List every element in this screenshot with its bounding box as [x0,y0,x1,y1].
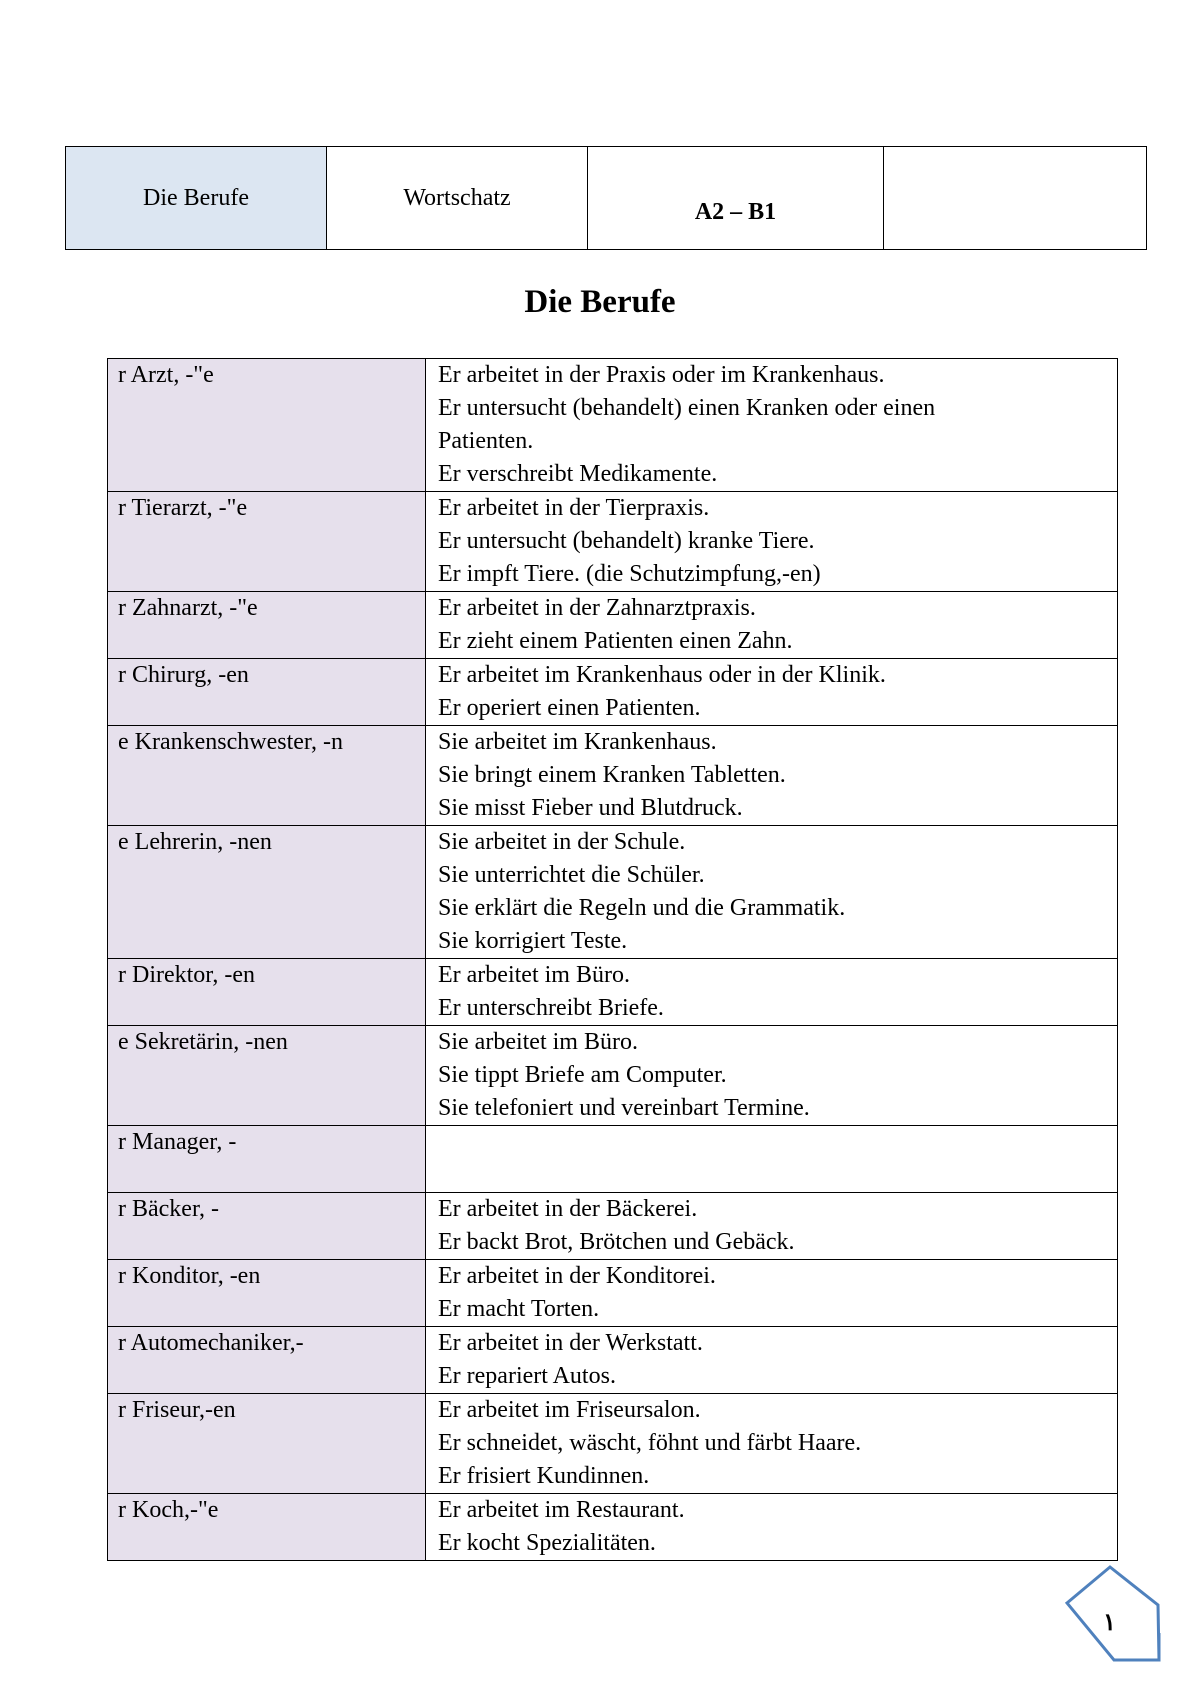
profession-term: e Krankenschwester, -n [108,726,426,826]
profession-term: r Bäcker, - [108,1193,426,1260]
profession-description [426,492,1118,592]
profession-description [426,359,1118,492]
description-line: Patienten. [438,428,534,454]
profession-description [426,1026,1118,1126]
description-line: Er arbeitet in der Werkstatt. [438,1330,703,1356]
description-line: Er arbeitet im Restaurant. [438,1497,685,1523]
header-topic: Die Berufe [66,147,327,250]
description-line: Er arbeitet im Büro. [438,962,630,988]
description-line: Er frisiert Kundinnen. [438,1463,650,1489]
description-line: Sie misst Fieber und Blutdruck. [438,795,743,821]
description-line: Er arbeitet in der Konditorei. [438,1263,716,1289]
description-line: Sie tippt Briefe am Computer. [438,1062,727,1088]
profession-description [426,659,1118,726]
profession-term: r Automechaniker,- [108,1327,426,1394]
table-row [108,1026,1118,1126]
description-line: Sie arbeitet in der Schule. [438,829,686,855]
description-line: Er untersucht (behandelt) kranke Tiere. [438,528,815,554]
profession-term: r Arzt, -"e [108,359,426,492]
description-line: Er macht Torten. [438,1296,600,1322]
description-line: Er arbeitet im Friseursalon. [438,1397,701,1423]
profession-term: r Konditor, -en [108,1260,426,1327]
header-extra [884,147,1147,250]
table-row [108,1327,1118,1394]
table-row [108,726,1118,826]
table-row [108,1193,1118,1260]
description-line: Er operiert einen Patienten. [438,695,701,721]
description-line: Er repariert Autos. [438,1363,616,1389]
description-line: Er arbeitet in der Zahnarztpraxis. [438,595,756,621]
page-title: Die Berufe [524,284,676,320]
description-line: Er arbeitet in der Bäckerei. [438,1196,698,1222]
description-line: Er zieht einem Patienten einen Zahn. [438,628,793,654]
profession-term: r Manager, - [108,1126,426,1193]
vocabulary-table [107,358,1118,1561]
description-line: Sie bringt einem Kranken Tabletten. [438,762,786,788]
description-line: Sie arbeitet im Büro. [438,1029,638,1055]
description-line: Er impft Tiere. (die Schutzimpfung,-en) [438,561,821,587]
profession-description [426,1494,1118,1561]
table-row [108,959,1118,1026]
page-number: ١ [1103,1610,1116,1636]
description-line: Er arbeitet in der Praxis oder im Krankenhaus. [438,362,885,388]
table-row [108,1394,1118,1494]
profession-description [426,726,1118,826]
description-line: Sie korrigiert Teste. [438,928,628,954]
profession-description [426,1260,1118,1327]
description-line: Er unterschreibt Briefe. [438,995,664,1021]
header-table [65,146,1147,250]
description-line: Er verschreibt Medikamente. [438,461,718,487]
table-row [108,359,1118,492]
profession-term: r Koch,-"e [108,1494,426,1561]
profession-term: e Lehrerin, -nen [108,826,426,959]
table-row [108,659,1118,726]
table-row [108,1494,1118,1561]
header-category: Wortschatz [327,147,588,250]
profession-description [426,959,1118,1026]
description-line: Sie erklärt die Regeln und die Grammatik. [438,895,846,921]
description-line: Sie unterrichtet die Schüler. [438,862,705,888]
profession-description [426,1126,1118,1193]
description-line: Er untersucht (behandelt) einen Kranken oder einen [438,395,936,421]
profession-description [426,592,1118,659]
profession-description [426,826,1118,959]
table-row [108,592,1118,659]
profession-term: r Chirurg, -en [108,659,426,726]
description-line: Er arbeitet im Krankenhaus oder in der Klinik. [438,662,886,688]
description-line: Er arbeitet in der Tierpraxis. [438,495,710,521]
table-row [108,1260,1118,1327]
profession-term: r Friseur,-en [108,1394,426,1494]
description-line [438,1126,1117,1159]
profession-description [426,1193,1118,1260]
description-line [438,1159,1117,1192]
header-level: A2 – B1 [588,147,884,250]
profession-term: e Sekretärin, -nen [108,1026,426,1126]
description-line: Er schneidet, wäscht, föhnt und färbt Haare. [438,1430,862,1456]
profession-description [426,1327,1118,1394]
profession-term: r Direktor, -en [108,959,426,1026]
description-line: Er backt Brot, Brötchen und Gebäck. [438,1229,795,1255]
profession-term: r Zahnarzt, -"e [108,592,426,659]
profession-term: r Tierarzt, -"e [108,492,426,592]
description-line: Er kocht Spezialitäten. [438,1530,656,1556]
table-row [108,826,1118,959]
profession-description [426,1394,1118,1494]
table-row [108,1126,1118,1193]
table-row [108,492,1118,592]
description-line: Sie telefoniert und vereinbart Termine. [438,1095,810,1121]
description-line: Sie arbeitet im Krankenhaus. [438,729,717,755]
